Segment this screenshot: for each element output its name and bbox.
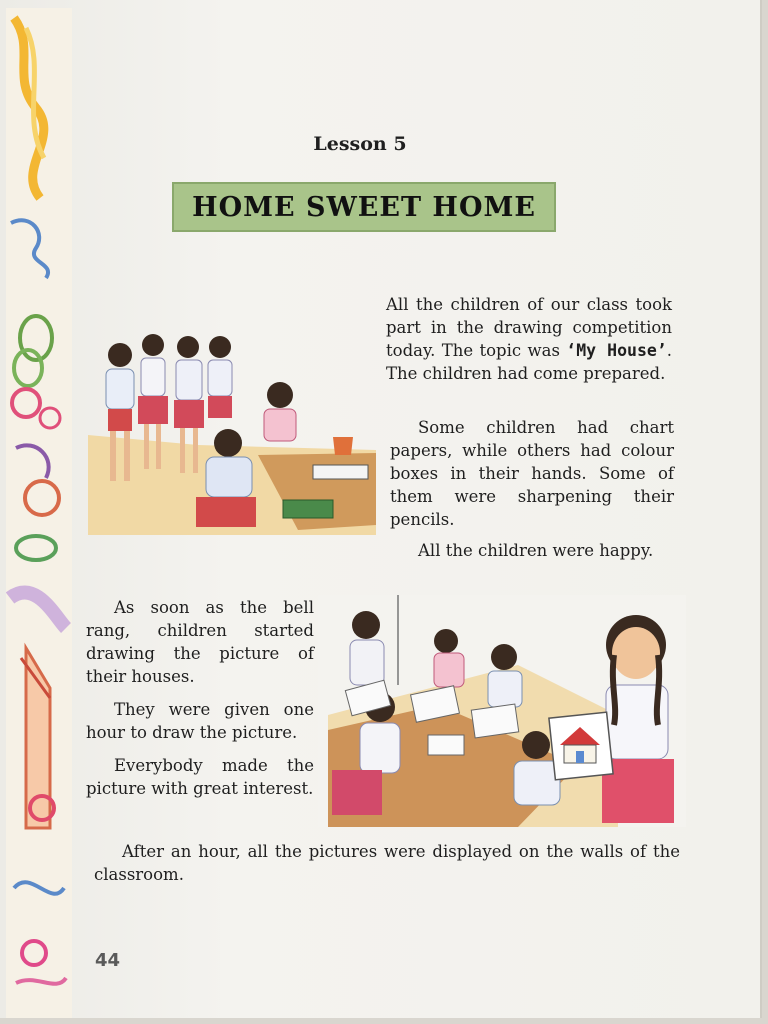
drawing-paper: [428, 735, 464, 755]
paragraph-text: All the children of our class took part in the drawing competition today. The topic was: [386, 295, 672, 360]
paragraph-competition: [386, 293, 672, 385]
lesson-title-banner: [172, 182, 556, 232]
children-drawing-illustration: [318, 595, 686, 827]
lesson-title: HOME SWEET HOME: [192, 191, 536, 223]
topic-highlight: ‘My House’: [566, 341, 667, 360]
child-figure: [208, 336, 232, 418]
paragraph-bell: As soon as the bell rang, children started drawing the picture of their houses.: [86, 598, 314, 686]
paragraph-hour: They were given one hour to draw the picture.: [86, 700, 314, 742]
paragraph-interest: Everybody made the picture with great interest.: [86, 756, 314, 798]
paragraph-displayed: After an hour, all the pictures were displayed on the walls of the classroom.: [94, 842, 680, 884]
girl-holding-picture: [602, 615, 674, 823]
colour-box: [283, 500, 333, 518]
paragraph-happy: All the children were happy.: [418, 541, 654, 560]
child-figure: [264, 382, 296, 441]
drawing-paper: [471, 704, 518, 738]
colour-box: [313, 465, 368, 479]
child-figure: [350, 611, 384, 685]
house-drawing: [549, 712, 613, 780]
paragraph-text: . The children had come prepared.: [386, 341, 672, 383]
children-preparing-illustration: [78, 325, 376, 535]
lesson-number: Lesson 5: [313, 133, 407, 155]
paragraph-preparation: Some children had chart papers, while others had colour boxes in their hands. Some of them were sharpening their pencils.: [390, 418, 674, 529]
decorative-floral-border: [6, 8, 72, 1018]
page-number: 44: [95, 950, 121, 971]
mug: [333, 437, 353, 455]
